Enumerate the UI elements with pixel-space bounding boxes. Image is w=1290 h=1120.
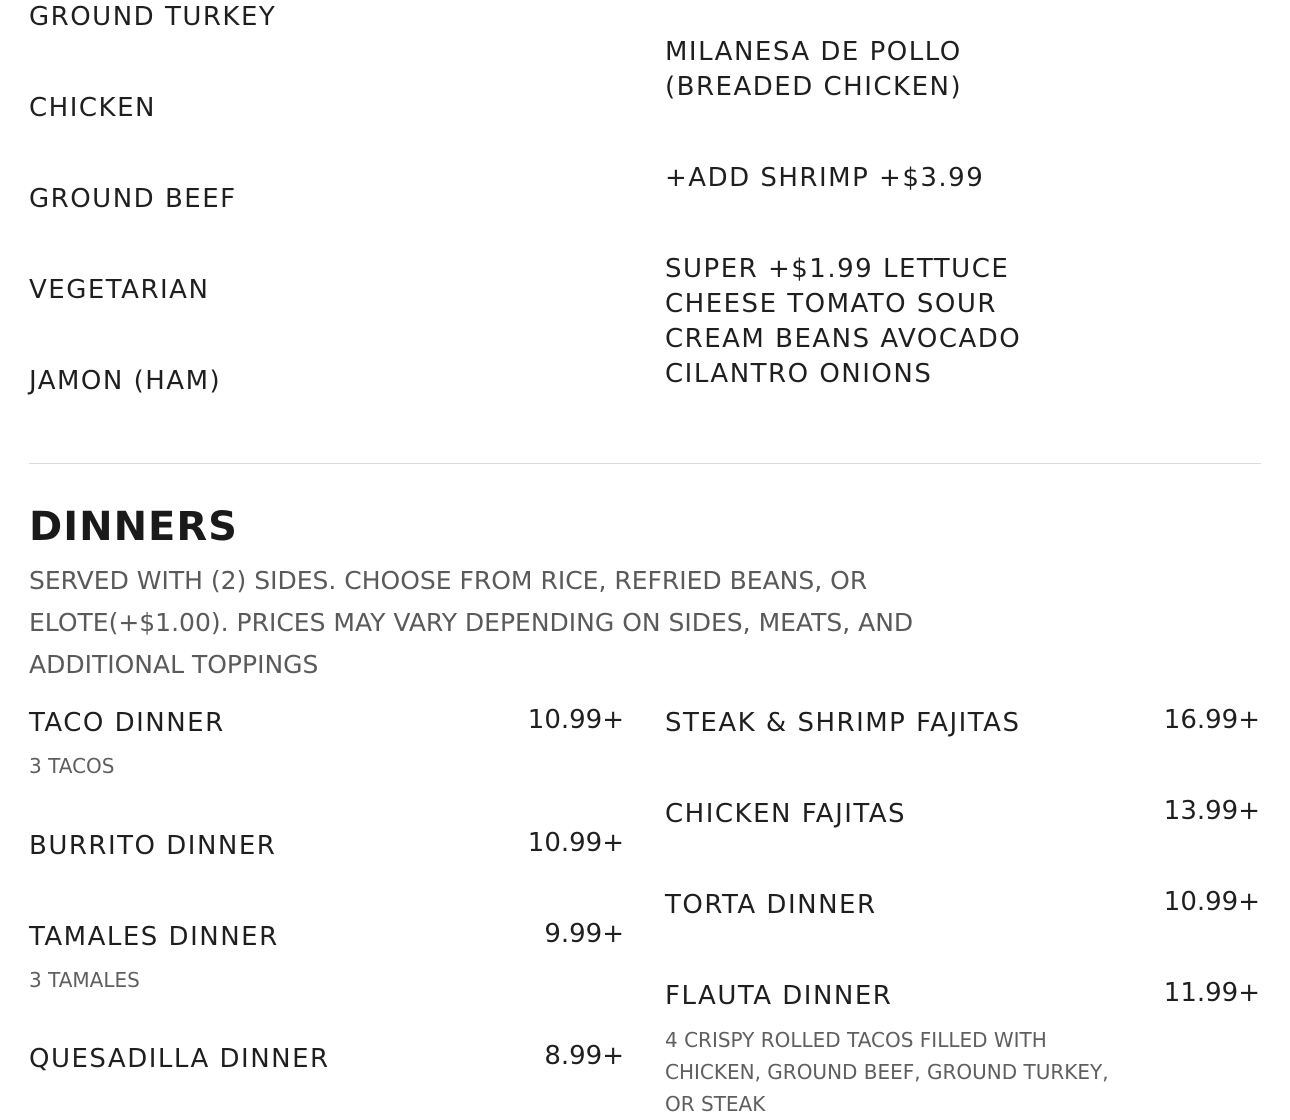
menu-item-price: 13.99+ bbox=[1163, 796, 1260, 826]
option-ground-beef: GROUND BEEF bbox=[29, 184, 237, 214]
section-divider bbox=[29, 463, 1261, 464]
menu-item-description: 3 TACOS bbox=[29, 754, 115, 778]
option-chicken: CHICKEN bbox=[29, 93, 156, 123]
menu-item-description: 3 TAMALES bbox=[29, 968, 140, 992]
menu-item-name: FLAUTA DINNER bbox=[665, 981, 893, 1011]
menu-item-price: 10.99+ bbox=[1163, 887, 1260, 917]
menu-item-name: TAMALES DINNER bbox=[29, 922, 279, 952]
menu-item-name: CHICKEN FAJITAS bbox=[665, 799, 907, 829]
option-vegetarian: VEGETARIAN bbox=[29, 275, 210, 305]
menu-item-price: 9.99+ bbox=[544, 919, 624, 949]
menu-item-name: BURRITO DINNER bbox=[29, 831, 277, 861]
option-ground-turkey: GROUND TURKEY bbox=[29, 2, 277, 32]
menu-item-price: 11.99+ bbox=[1163, 978, 1260, 1008]
menu-item-price: 10.99+ bbox=[527, 828, 624, 858]
option-jamon: JAMON (HAM) bbox=[29, 366, 222, 396]
menu-item-description: 4 CRISPY ROLLED TACOS FILLED WITH CHICKEN, GROUND BEEF, GROUND TURKEY, OR STEAK bbox=[665, 1028, 1109, 1116]
option-milanesa: MILANESA DE POLLO (BREADED CHICKEN) bbox=[665, 37, 963, 102]
option-super: SUPER +$1.99 LETTUCE CHEESE TOMATO SOUR CREAM BEANS AVOCADO CILANTRO ONIONS bbox=[665, 254, 1022, 389]
menu-item-name: TACO DINNER bbox=[29, 708, 225, 738]
option-add-shrimp: +ADD SHRIMP +$3.99 bbox=[665, 163, 985, 193]
section-description: SERVED WITH (2) SIDES. CHOOSE FROM RICE, REFRIED BEANS, OR ELOTE(+$1.00). PRICES MAY VARY DEPENDING ON SIDES, MEATS, AND ADDITIONAL TOPPINGS bbox=[29, 566, 914, 679]
menu-item-name: QUESADILLA DINNER bbox=[29, 1044, 330, 1074]
section-title: DINNERS bbox=[29, 504, 238, 550]
menu-item-price: 16.99+ bbox=[1163, 705, 1260, 735]
menu-item-name: STEAK & SHRIMP FAJITAS bbox=[665, 708, 1021, 738]
menu-item-name: TORTA DINNER bbox=[665, 890, 877, 920]
menu-item-price: 10.99+ bbox=[527, 705, 624, 735]
menu-item-price: 8.99+ bbox=[544, 1041, 624, 1071]
